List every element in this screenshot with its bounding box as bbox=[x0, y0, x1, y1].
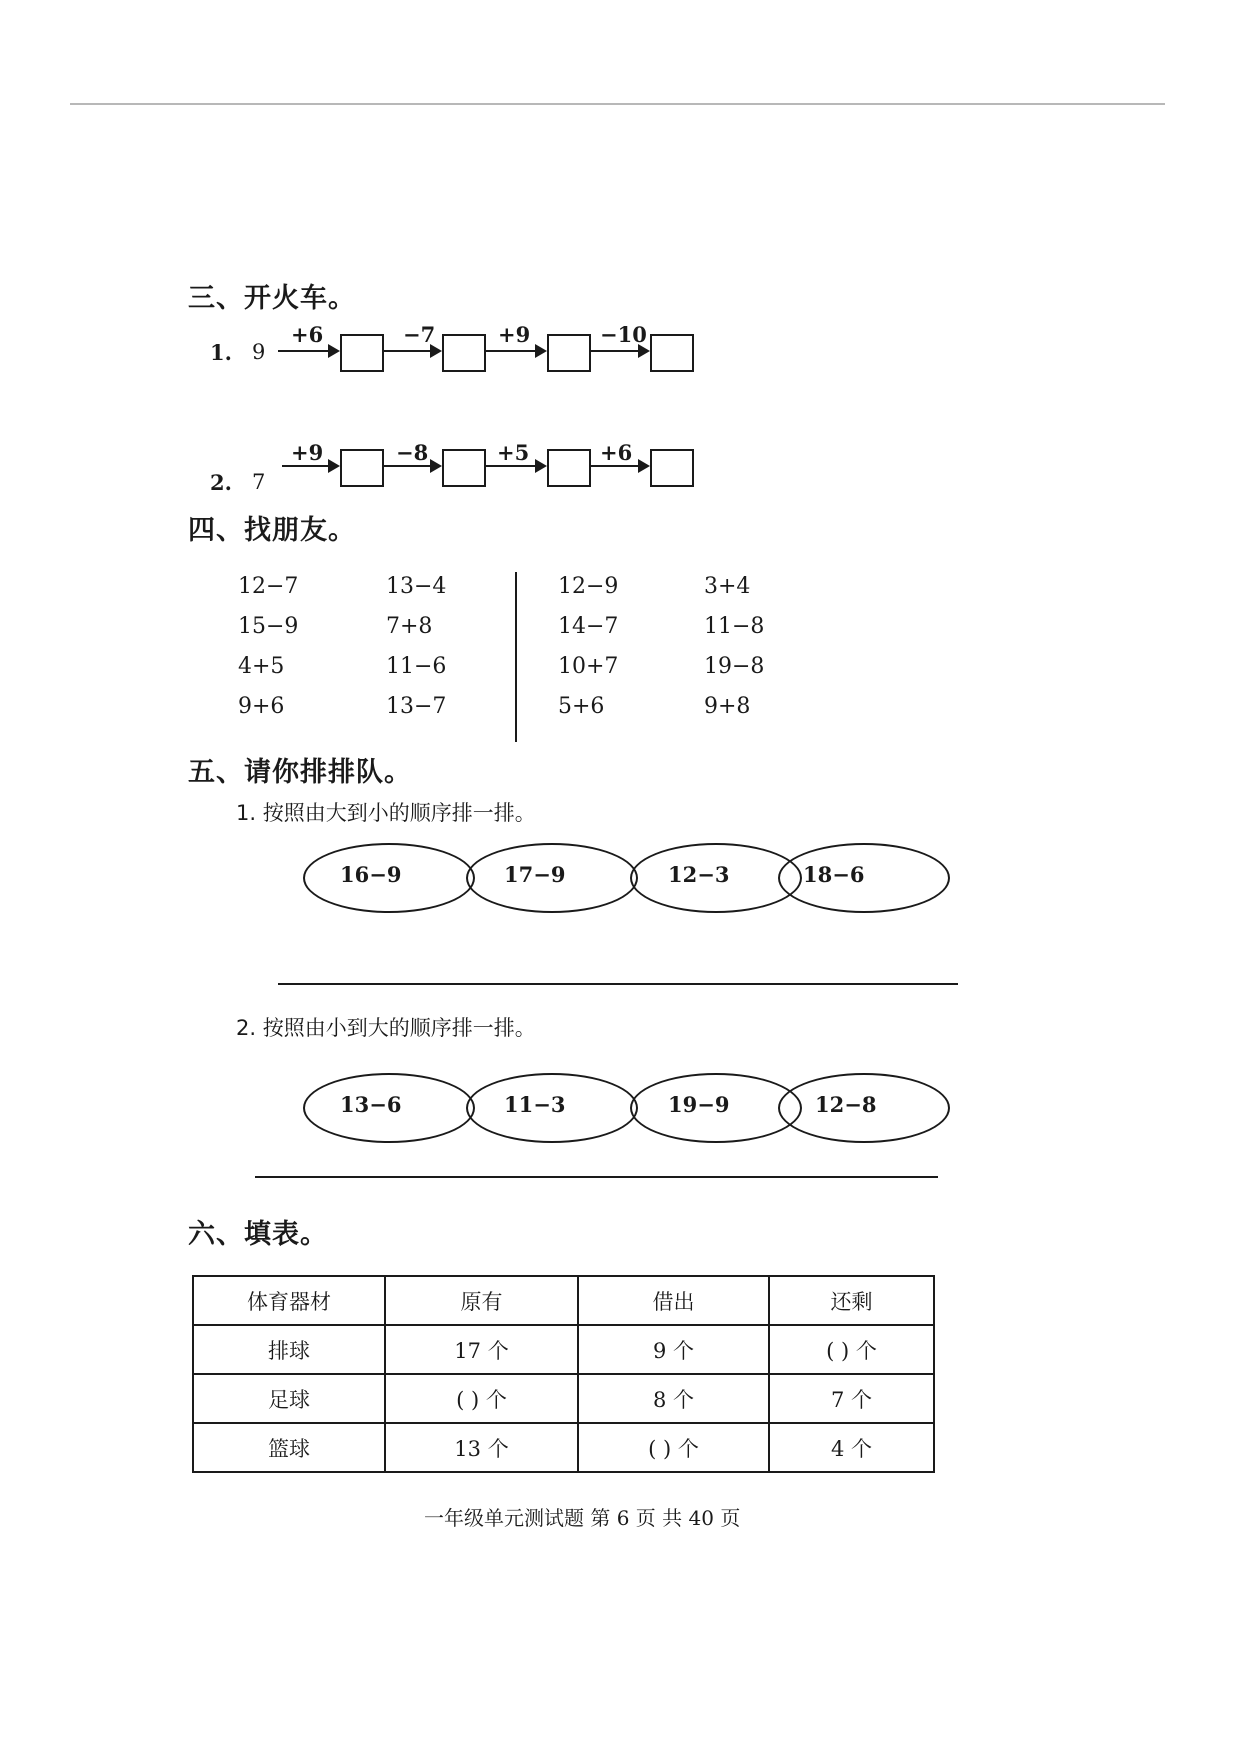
expression: 4+5 bbox=[238, 654, 285, 679]
expression: 15−9 bbox=[238, 614, 299, 639]
expression: 14−7 bbox=[558, 614, 619, 639]
train-2-op-4: +6 bbox=[600, 440, 633, 465]
expression: 3+4 bbox=[704, 574, 751, 599]
sort-item: 19−9 bbox=[668, 1092, 730, 1117]
table-cell: 排球 bbox=[193, 1325, 385, 1374]
table-cell: 7 个 bbox=[769, 1374, 934, 1423]
train-1-answer-box-1[interactable] bbox=[340, 334, 384, 372]
page-footer: 一年级单元测试题 第 6 页 共 40 页 bbox=[424, 1506, 741, 1530]
train-1-op-1: +6 bbox=[291, 322, 324, 347]
expression: 10+7 bbox=[558, 654, 619, 679]
sort-item: 13−6 bbox=[340, 1092, 402, 1117]
sort-item: 11−3 bbox=[504, 1092, 566, 1117]
table-cell-blank[interactable]: ( ) 个 bbox=[578, 1423, 769, 1472]
table-cell: 17 个 bbox=[385, 1325, 578, 1374]
train-2-answer-box-2[interactable] bbox=[442, 449, 486, 487]
sort-item: 17−9 bbox=[504, 862, 566, 887]
train-1-start: 9 bbox=[252, 340, 266, 364]
section-4-heading: 四、找朋友。 bbox=[188, 515, 356, 546]
arrow-icon bbox=[278, 350, 338, 352]
train-1-answer-box-4[interactable] bbox=[650, 334, 694, 372]
expression: 13−7 bbox=[386, 694, 447, 719]
arrow-icon bbox=[486, 350, 545, 352]
section-5-heading: 五、请你排排队。 bbox=[188, 757, 412, 788]
arrow-icon bbox=[384, 350, 440, 352]
train-2-answer-box-3[interactable] bbox=[547, 449, 591, 487]
table-header-cell: 借出 bbox=[578, 1276, 769, 1325]
table-row bbox=[193, 1325, 934, 1374]
table-cell: 9 个 bbox=[578, 1325, 769, 1374]
train-2-answer-box-1[interactable] bbox=[340, 449, 384, 487]
table-row bbox=[193, 1374, 934, 1423]
train-1-answer-box-2[interactable] bbox=[442, 334, 486, 372]
train-1-op-3: +9 bbox=[498, 322, 531, 347]
table-row bbox=[193, 1423, 934, 1472]
table-cell: 13 个 bbox=[385, 1423, 578, 1472]
answer-line-2[interactable] bbox=[255, 1176, 938, 1178]
column-divider bbox=[515, 572, 517, 742]
arrow-icon bbox=[486, 465, 545, 467]
expression: 7+8 bbox=[386, 614, 433, 639]
sort-question-1-text: 1. 按照由大到小的顺序排一排。 bbox=[236, 801, 536, 825]
section-3-heading: 三、开火车。 bbox=[188, 283, 356, 314]
table-header-cell: 体育器材 bbox=[193, 1276, 385, 1325]
train-2-label: 2. bbox=[210, 470, 232, 495]
expression: 19−8 bbox=[704, 654, 765, 679]
train-2-answer-box-4[interactable] bbox=[650, 449, 694, 487]
sort-question-2-text: 2. 按照由小到大的顺序排一排。 bbox=[236, 1016, 536, 1040]
equipment-table bbox=[192, 1275, 935, 1473]
table-cell-blank[interactable]: ( ) 个 bbox=[385, 1374, 578, 1423]
train-1-op-4: −10 bbox=[600, 322, 647, 347]
train-2-start: 7 bbox=[252, 470, 266, 494]
train-1-op-2: −7 bbox=[403, 322, 436, 347]
arrow-icon bbox=[384, 465, 440, 467]
table-header-row bbox=[193, 1276, 934, 1325]
expression: 12−7 bbox=[238, 574, 299, 599]
table-cell: 足球 bbox=[193, 1374, 385, 1423]
sort-item: 16−9 bbox=[340, 862, 402, 887]
train-1-label: 1. bbox=[210, 340, 232, 365]
expression: 12−9 bbox=[558, 574, 619, 599]
table-cell: 篮球 bbox=[193, 1423, 385, 1472]
sort-item: 12−8 bbox=[815, 1092, 877, 1117]
arrow-icon bbox=[591, 465, 648, 467]
expression: 11−8 bbox=[704, 614, 765, 639]
table-header-cell: 还剩 bbox=[769, 1276, 934, 1325]
train-2-op-1: +9 bbox=[291, 440, 324, 465]
arrow-icon bbox=[282, 465, 338, 467]
expression: 5+6 bbox=[558, 694, 605, 719]
expression: 9+6 bbox=[238, 694, 285, 719]
sort-item: 12−3 bbox=[668, 862, 730, 887]
answer-line-1[interactable] bbox=[278, 983, 958, 985]
train-2-op-2: −8 bbox=[396, 440, 429, 465]
table-cell: 8 个 bbox=[578, 1374, 769, 1423]
table-cell: 4 个 bbox=[769, 1423, 934, 1472]
page-top-border bbox=[70, 103, 1165, 105]
expression: 9+8 bbox=[704, 694, 751, 719]
sort-item: 18−6 bbox=[803, 862, 865, 887]
section-6-heading: 六、填表。 bbox=[188, 1219, 328, 1250]
table-cell-blank[interactable]: ( ) 个 bbox=[769, 1325, 934, 1374]
train-2-op-3: +5 bbox=[497, 440, 530, 465]
train-1-answer-box-3[interactable] bbox=[547, 334, 591, 372]
expression: 13−4 bbox=[386, 574, 447, 599]
expression: 11−6 bbox=[386, 654, 447, 679]
arrow-icon bbox=[591, 350, 648, 352]
table-header-cell: 原有 bbox=[385, 1276, 578, 1325]
